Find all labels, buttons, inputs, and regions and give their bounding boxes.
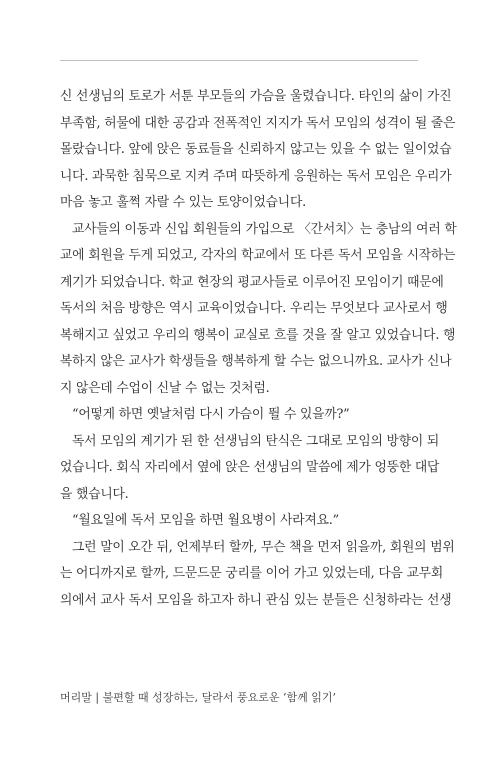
top-rule — [60, 60, 418, 61]
text-line: 마음 놓고 훌쩍 자랄 수 있는 토양이었습니다. — [60, 195, 306, 210]
text-line: 부족함, 허물에 대한 공감과 전폭적인 지지가 독서 모임의 성격이 될 줄은 — [60, 115, 456, 131]
text-line: 을 했습니다. — [60, 486, 129, 502]
body-text — [60, 84, 457, 614]
text-line: “월요일에 독서 모임을 하면 월요병이 사라져요.” — [72, 513, 339, 528]
text-line: 는 어디까지로 할까, 드문드문 궁리를 이어 가고 있었는데, 다음 교무회 — [60, 566, 444, 581]
text-line: 지 않은데 수업이 신날 수 없는 것처럼. — [60, 380, 270, 396]
text-line: 의에서 교사 독서 모임을 하고자 하니 관심 있는 분들은 신청하라는 선생 — [60, 592, 452, 608]
text-line: 니다. 과묵한 침묵으로 지켜 주며 따뜻하게 응원하는 독서 모임은 우리가 — [60, 168, 452, 184]
text-line: 교에 회원을 두게 되었고, 각자의 학교에서 또 다른 독서 모임을 시작하는 — [60, 248, 456, 263]
text-line: 독서의 처음 방향은 역시 교육이었습니다. 우리는 무엇보다 교사로서 행 — [60, 301, 448, 316]
text-line: 독서 모임의 계기가 된 한 선생님의 탄식은 그대로 모임의 방향이 되 — [72, 433, 440, 449]
text-line: 몰랐습니다. 앞에 앉은 동료들을 신뢰하지 않고는 있을 수 없는 일이었습 — [60, 142, 452, 157]
text-line: 었습니다. 회식 자리에서 옆에 앉은 선생님의 말씀에 제가 엉뚱한 대답 — [60, 460, 440, 475]
text-line: “어떻게 하면 옛날처럼 다시 가슴이 뛸 수 있을까?” — [72, 407, 350, 422]
text-line: 교사들의 이동과 신입 회원들의 가입으로 〈간서치〉는 충남의 여러 학 — [72, 221, 457, 237]
text-line: 복해지고 싶었고 우리의 행복이 교실로 흐를 것을 잘 알고 있었습니다. 행 — [60, 327, 456, 343]
text-line: 계기가 되었습니다. 학교 현장의 평교사들로 이루어진 모임이기 때문에 — [60, 274, 444, 290]
text-line: 그런 말이 오간 뒤, 언제부터 할까, 무슨 책을 먼저 읽을까, 회원의 범위 — [72, 539, 455, 555]
running-footer: 머리말 | 불편할 때 성장하는, 달라서 풍요로운 ‘함께 읽기’ — [60, 691, 336, 704]
text-line: 복하지 않은 교사가 학생들을 행복하게 할 수는 없으니까요. 교사가 신나 — [60, 354, 452, 369]
text-line: 신 선생님의 토로가 서툰 부모들의 가슴을 울렸습니다. 타인의 삶이 가진 — [60, 89, 452, 104]
